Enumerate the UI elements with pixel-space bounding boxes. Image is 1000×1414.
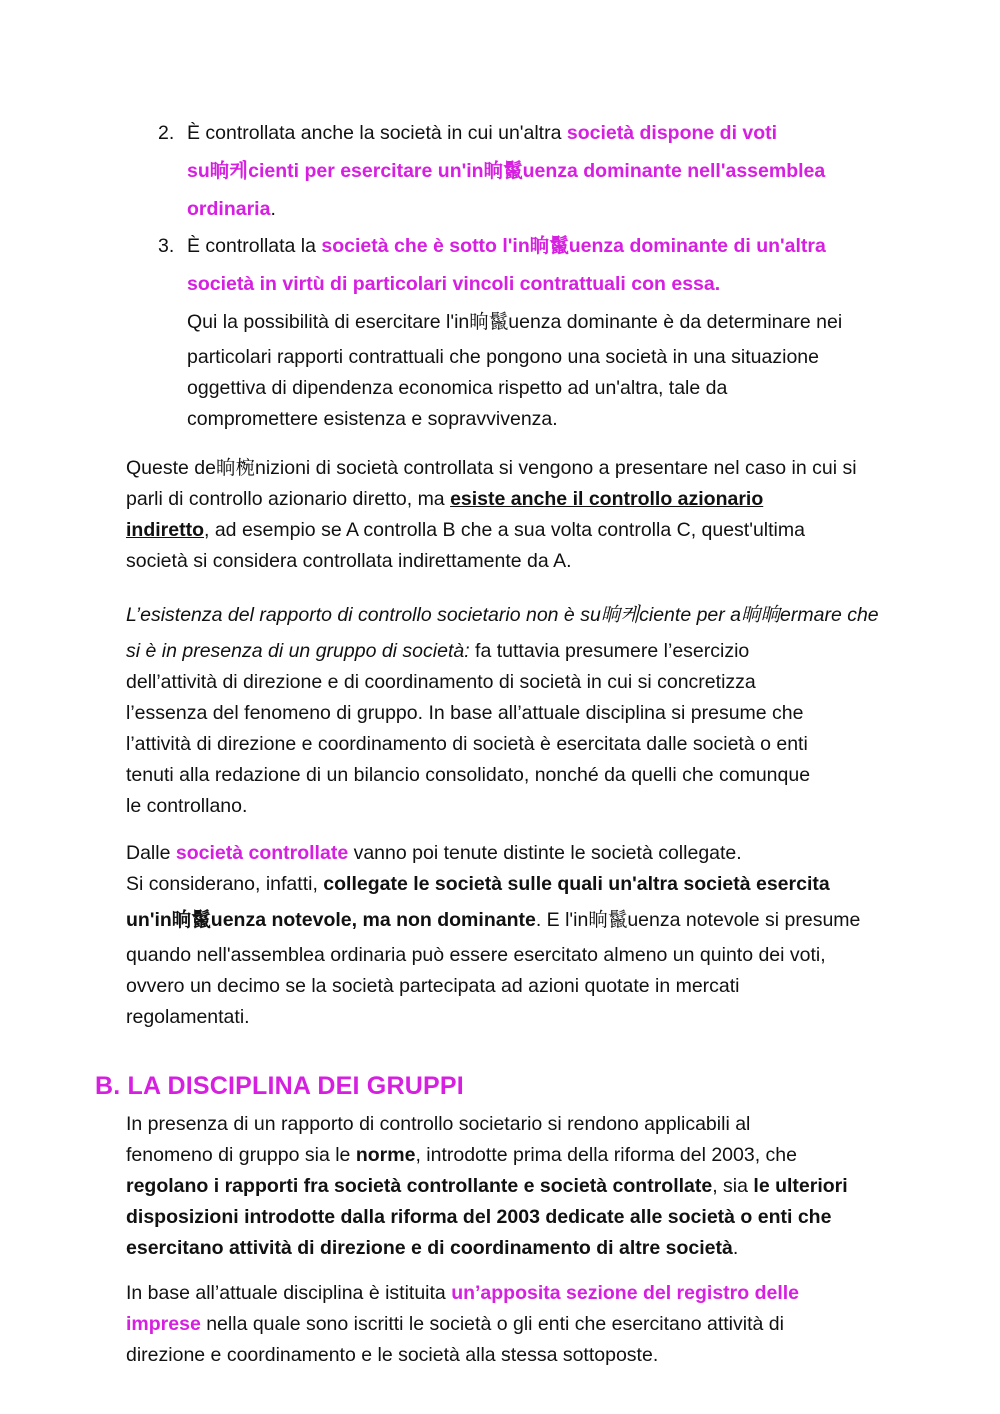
sub-paragraph (187, 307, 927, 435)
item-text: . (270, 198, 276, 220)
list-number: 3. (158, 235, 175, 257)
text-line: Queste de晌椀nizioni di società controllata si vengono a presentare nel caso in cui si (126, 457, 857, 479)
list-number: 2. (158, 122, 175, 144)
text-line: l’attività di direzione e coordinamento di società è esercitata dalle società o enti (126, 733, 808, 755)
text-line: compromettere esistenza e sopravvivenza. (187, 408, 558, 430)
bold-text: esercitano attività di direzione e di coordinamento di altre società (126, 1237, 733, 1259)
list-item-3 (158, 227, 918, 303)
text-line: le controllano. (126, 795, 248, 817)
text-line: società si considera controllata indirettamente da A. (126, 550, 572, 572)
paragraph-disciplina (126, 1109, 916, 1264)
text-line: , sia (712, 1175, 754, 1197)
highlight-text: un’apposita sezione del registro delle (451, 1282, 800, 1304)
underlined-bold-text: esiste anche il controllo azionario (450, 488, 764, 510)
bold-text: le ulteriori (753, 1175, 848, 1197)
bold-text: regolano i rapporti fra società controllante e società controllate (126, 1175, 713, 1197)
list-item-2 (158, 114, 918, 228)
text-line: In presenza di un rapporto di controllo societario si rendono applicabili al (126, 1113, 751, 1135)
bold-text: norme (355, 1144, 416, 1166)
item-text: È controllata la (187, 235, 322, 257)
text-line: regolamentati. (126, 1006, 250, 1028)
text-line: . (732, 1237, 739, 1259)
text-line: Dalle (126, 842, 176, 864)
text-line: ovvero un decimo se la società partecipata ad azioni quotate in mercati (126, 975, 740, 997)
text-line: , ad esempio se A controlla B che a sua volta controlla C, quest'ultima (204, 519, 805, 541)
highlight-text: su晌케cienti per esercitare un'in晌鬣uenza dominante nell'assemblea (187, 160, 826, 182)
text-line: direzione e coordinamento e le società alla stessa sottoposte. (126, 1344, 659, 1366)
text-line: oggettiva di dipendenza economica rispetto ad un'altra, tale da (187, 377, 728, 399)
text-line: parli di controllo azionario diretto, ma (126, 488, 451, 510)
highlight-text: società che è sotto l'in晌鬣uenza dominante di un'altra (321, 235, 826, 257)
text-line: nella quale sono iscritti le società o gli enti che esercitano attività di (200, 1313, 784, 1335)
text-line: dell’attività di direzione e di coordinamento di società in cui si concretizza (126, 671, 756, 693)
bold-text: un'in晌鬣uenza notevole, ma non dominante (126, 909, 536, 931)
text-line: fenomeno di gruppo sia le (126, 1144, 356, 1166)
underlined-bold-text: indiretto (126, 519, 204, 541)
text-line: Qui la possibilità di esercitare l'in晌鬣uenza dominante è da determinare nei (187, 311, 843, 333)
text-line: . E l'in晌鬣uenza notevole si presume (535, 909, 861, 931)
highlight-text: società in virtù di particolari vincoli contrattuali con essa. (187, 273, 721, 295)
highlight-text: ordinaria (187, 198, 271, 220)
italic-text: si è in presenza di un gruppo di società: (126, 640, 470, 662)
paragraph-existence (126, 600, 916, 822)
text-line: Si considerano, infatti, (126, 873, 324, 895)
text-line: particolari rapporti contrattuali che pongono una società in una situazione (187, 346, 819, 368)
text-line: tenuti alla redazione di un bilancio consolidato, nonché da quelli che comunque (126, 764, 811, 786)
text-line: l’essenza del fenomeno di gruppo. In base all’attuale disciplina si presume che (126, 702, 804, 724)
text-line: , introdotte prima della riforma del 2003, che (415, 1144, 797, 1166)
text-line: fa tuttavia presumere l’esercizio (469, 640, 750, 662)
paragraph-definitions (126, 453, 916, 577)
paragraph-collegate (126, 838, 916, 1033)
italic-text: L’esistenza del rapporto di controllo societario non è su晌케ciente per a晌晌ermare che (126, 604, 879, 626)
item-text: È controllata anche la società in cui un'altra (187, 122, 567, 144)
paragraph-registro (126, 1278, 916, 1371)
section-heading: B. LA DISCIPLINA DEI GRUPPI (95, 1072, 464, 1100)
bold-text: collegate le società sulle quali un'altra società esercita (323, 873, 830, 895)
highlight-text: società controllate (175, 842, 349, 864)
text-line: quando nell'assemblea ordinaria può essere esercitato almeno un quinto dei voti, (126, 944, 826, 966)
bold-text: disposizioni introdotte dalla riforma del 2003 dedicate alle società o enti che (126, 1206, 832, 1228)
text-line: vanno poi tenute distinte le società collegate. (348, 842, 742, 864)
text-line: In base all’attuale disciplina è istituita (126, 1282, 452, 1304)
highlight-text: società dispone di voti (566, 122, 778, 144)
highlight-text: imprese (126, 1313, 201, 1335)
